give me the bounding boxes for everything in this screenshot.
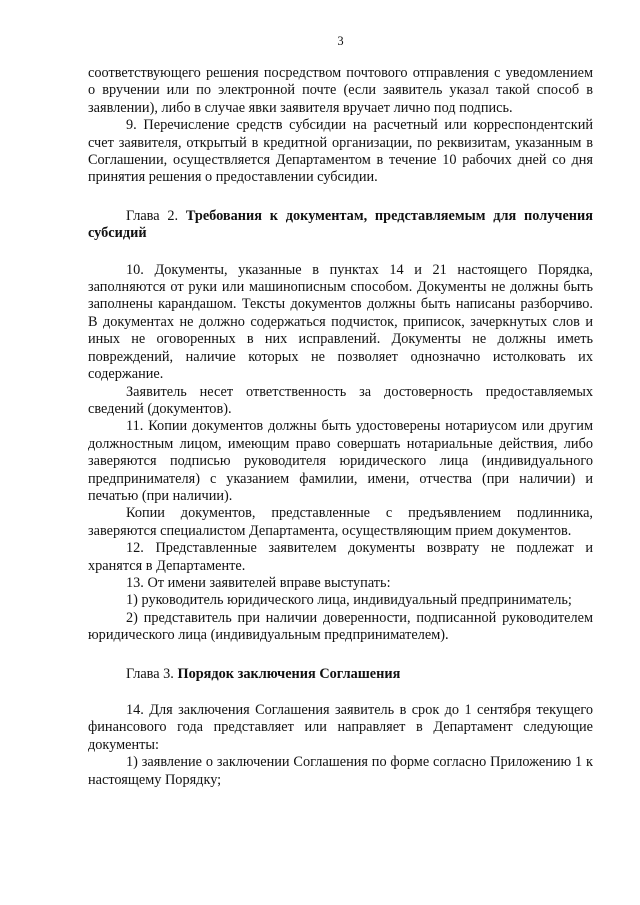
paragraph-copies: Копии документов, представленные с предъявлением подлинника, заверяются специалистом Департамента, осуществляющим прием документов. — [88, 505, 593, 539]
paragraph-item-9: 9. Перечисление средств субсидии на расчетный или корреспондентский счет заявителя, открытый в кредитной организации, по реквизитам, указанным в Соглашении, осуществляется Департаментом в течение 10 рабочих дней со дня принятия решения о предоставлении субсидии. — [88, 117, 593, 186]
chapter-3-prefix: Глава 3. — [126, 665, 178, 682]
list-item-13-1: 1) руководитель юридического лица, индивидуальный предприниматель; — [126, 592, 572, 609]
list-item-14-1: 1) заявление о заключении Соглашения по форме согласно Приложению 1 к настоящему Порядку; — [88, 754, 593, 788]
paragraph-item-12: 12. Представленные заявителем документы возврату не подлежат и хранятся в Департаменте. — [88, 540, 593, 574]
chapter-3-heading — [88, 666, 593, 683]
document-page — [88, 34, 593, 789]
paragraph-item-10: 10. Документы, указанные в пунктах 14 и 21 настоящего Порядка, заполняются от руки или машинописным способом. Документы не должны быть заполнены карандашом. Тексты документов должны быть написаны разборчиво. В документах не должно содержаться подчисток, приписок, зачеркнутых слов и иных не оговоренных в них исправлений. Документы не должны иметь повреждений, наличие которых не позволяет однозначно истолковать их содержание. — [88, 261, 593, 383]
chapter-2-title: Требования к документам, представляемым для получения субсидий — [88, 207, 594, 242]
paragraph-item-14: 14. Для заключения Соглашения заявитель в срок до 1 сентября текущего финансового года представляет или направляет в Департамент следующие документы: — [88, 702, 593, 753]
paragraph-item-13: 13. От имени заявителей вправе выступать: — [126, 574, 391, 591]
list-item-13-2: 2) представитель при наличии доверенности, подписанной руководителем юридического лица (индивидуальным предпринимателем). — [88, 609, 593, 644]
chapter-3-title: Порядок заключения Соглашения — [177, 665, 401, 682]
chapter-2-prefix: Глава 2. — [126, 207, 186, 224]
paragraph-item-11: 11. Копии документов должны быть удостоверены нотариусом или другим должностным лицом, имеющим право совершать нотариальные действия, либо заверяются подписью руководителя юридического лица (индивидуального предпринимателя) с указанием фамилии, имени, отчества (при наличии) и печатью (при наличии). — [88, 418, 593, 504]
page-number: 3 — [337, 34, 344, 48]
paragraph-continuation: соответствующего решения посредством почтового отправления с уведомлением о вручении или по электронной почте (если заявитель указал такой способ в заявлении), либо в случае явки заявителя вручает лично под подпись. — [88, 65, 593, 116]
paragraph-responsibility: Заявитель несет ответственность за достоверность предоставляемых сведений (документов). — [88, 383, 593, 417]
chapter-2-heading — [88, 208, 593, 243]
